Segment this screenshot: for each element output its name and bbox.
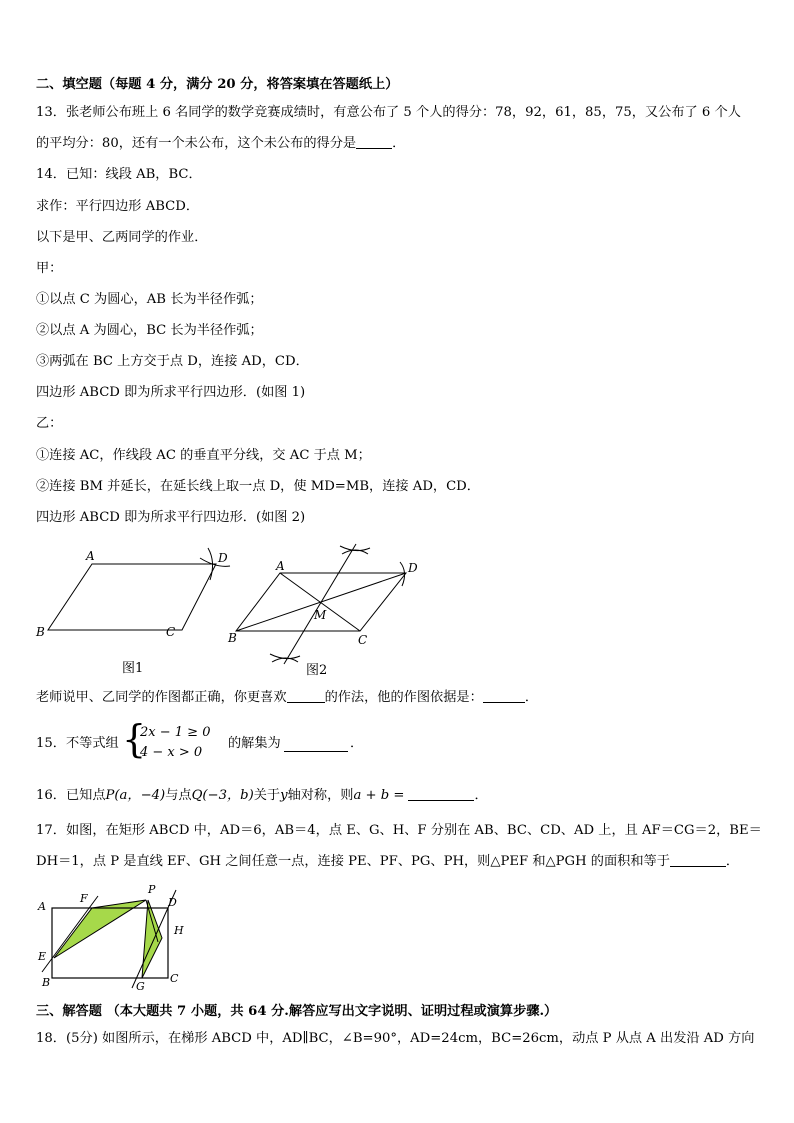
q16-point-q: Q(−3，b) xyxy=(191,788,254,803)
fig1-label-d: D xyxy=(218,551,228,565)
q14-blank-basis xyxy=(483,688,525,703)
q15-suffix: 的解集为 xyxy=(228,736,281,751)
q14-jia-step1: ①以点 C 为圆心，AB 长为半径作弧； xyxy=(36,292,263,307)
q14-question xyxy=(36,688,538,707)
q13-end: ． xyxy=(392,136,406,151)
q16-point-p: P(a，−4) xyxy=(105,788,166,803)
fig2-label-a: A xyxy=(276,559,285,573)
q14-jia-step3: ③两弧在 BC 上方交于点 D，连接 AD，CD． xyxy=(36,354,309,369)
q17-end: ． xyxy=(725,854,740,869)
fig2-perpendicular-bisector xyxy=(284,544,356,664)
q17-label-f: F xyxy=(80,892,88,905)
fig1-label-a: A xyxy=(86,549,95,563)
q15-ineq1: 2x − 1 ≥ 0 xyxy=(140,725,211,740)
q17-answer-blank xyxy=(670,852,726,867)
q17-label-d: D xyxy=(168,896,177,909)
q15-end: ． xyxy=(350,736,364,751)
fig2-label-d: D xyxy=(408,561,418,575)
q14-question-a: 老师说甲、乙同学的作图都正确，你更喜欢 xyxy=(36,690,287,705)
q13-answer-blank xyxy=(356,134,392,149)
q16-expr: a + b = xyxy=(353,788,405,803)
q17-label-g: G xyxy=(136,980,145,992)
figure1 xyxy=(48,548,230,630)
q14-yi-label: 乙： xyxy=(36,416,63,431)
q17-label-p: P xyxy=(148,883,156,896)
q14-question-c: ． xyxy=(524,690,538,705)
q17-label-h: H xyxy=(174,924,184,937)
fig2-label-c: C xyxy=(358,633,368,647)
q16-end: ． xyxy=(474,788,488,803)
q14-yi-step2: ②连接 BM 并延长，在延长线上取一点 D，使 MD=MB，连接 AD，CD． xyxy=(36,479,480,494)
fig2-label-b: B xyxy=(228,631,237,645)
q15-prefix: 15．不等式组 xyxy=(36,736,119,751)
q14-figures xyxy=(30,540,450,680)
figure2 xyxy=(236,544,406,664)
q17-figure xyxy=(32,880,192,992)
fig1-caption: 图1 xyxy=(122,661,144,676)
section3-heading: 三、解答题 （本大题共 7 小题，共 64 分.解答应写出文字说明、证明过程或演算步骤.） xyxy=(36,1004,558,1019)
q16-a: 16．已知点 xyxy=(36,788,106,803)
q14-jia-result: 四边形 ABCD 即为所求平行四边形．(如图 1) xyxy=(36,385,306,400)
q13-line2 xyxy=(36,134,405,153)
q14-blank-preference xyxy=(287,688,325,703)
q13-text: 的平均分：80，还有一个未公布，这个未公布的得分是 xyxy=(36,136,357,151)
section2-heading: 二、填空题（每题 4 分，满分 20 分，将答案填在答题纸上） xyxy=(36,77,399,92)
q13-line1: 13．张老师公布班上 6 名同学的数学竞赛成绩时，有意公布了 5 个人的得分：78，92，61，85，75，又公布了 6 个人 xyxy=(36,105,741,120)
q17-line1: 17．如图，在矩形 ABCD 中，AD＝6，AB＝4，点 E、G、H、F 分别在 AB、BC、CD、AD 上，且 AF＝CG＝2，BE＝ xyxy=(36,823,762,838)
q15-brace: { xyxy=(122,717,147,761)
q18-line1: 18．(5分) 如图所示，在梯形 ABCD 中，AD∥BC，∠B=90°，AD=24cm，BC=26cm，动点 P 从点 A 出发沿 AD 方向 xyxy=(36,1031,755,1046)
q17-triangle-pgh xyxy=(142,900,162,978)
q16-d: 轴对称，则 xyxy=(287,788,354,803)
q17-label-c: C xyxy=(170,972,179,985)
q15-answer-blank xyxy=(284,737,348,752)
q16-answer-blank xyxy=(408,786,474,801)
q14-yi-result: 四边形 ABCD 即为所求平行四边形．(如图 2) xyxy=(36,510,306,525)
q14-intro: 以下是甲、乙两同学的作业． xyxy=(36,230,208,245)
q14-construct: 求作：平行四边形 ABCD． xyxy=(36,199,200,214)
fig1-label-c: C xyxy=(166,625,176,639)
q17-line2-text: DH＝1，点 P 是直线 EF、GH 之间任意一点，连接 PE、PF、PG、PH，则△PEF 和△PGH 的面积和等于 xyxy=(36,854,670,869)
fig1-label-b: B xyxy=(36,625,45,639)
q15-ineq2: 4 − x > 0 xyxy=(140,745,203,760)
fig1-parallelogram xyxy=(48,564,216,630)
fig2-label-m: M xyxy=(314,608,327,622)
q14-given: 14．已知：线段 AB，BC． xyxy=(36,167,202,182)
q14-jia-step2: ②以点 A 为圆心，BC 长为半径作弧； xyxy=(36,323,263,338)
q16-y: y xyxy=(280,788,288,803)
q17-label-b: B xyxy=(42,976,51,989)
q14-question-b: 的作法，他的作图依据是： xyxy=(324,690,483,705)
q16-c: 关于 xyxy=(253,788,281,803)
q17-line2 xyxy=(36,852,739,871)
q17-triangle-pef xyxy=(54,900,146,958)
q14-jia-label: 甲： xyxy=(36,261,63,276)
fig2-caption: 图2 xyxy=(306,663,328,678)
q14-yi-step1: ①连接 AC，作线段 AC 的垂直平分线，交 AC 于点 M； xyxy=(36,448,371,463)
q17-label-a: A xyxy=(38,900,46,913)
q16-b: 与点 xyxy=(165,788,192,803)
q17-label-e: E xyxy=(38,950,47,963)
q16 xyxy=(36,786,488,805)
